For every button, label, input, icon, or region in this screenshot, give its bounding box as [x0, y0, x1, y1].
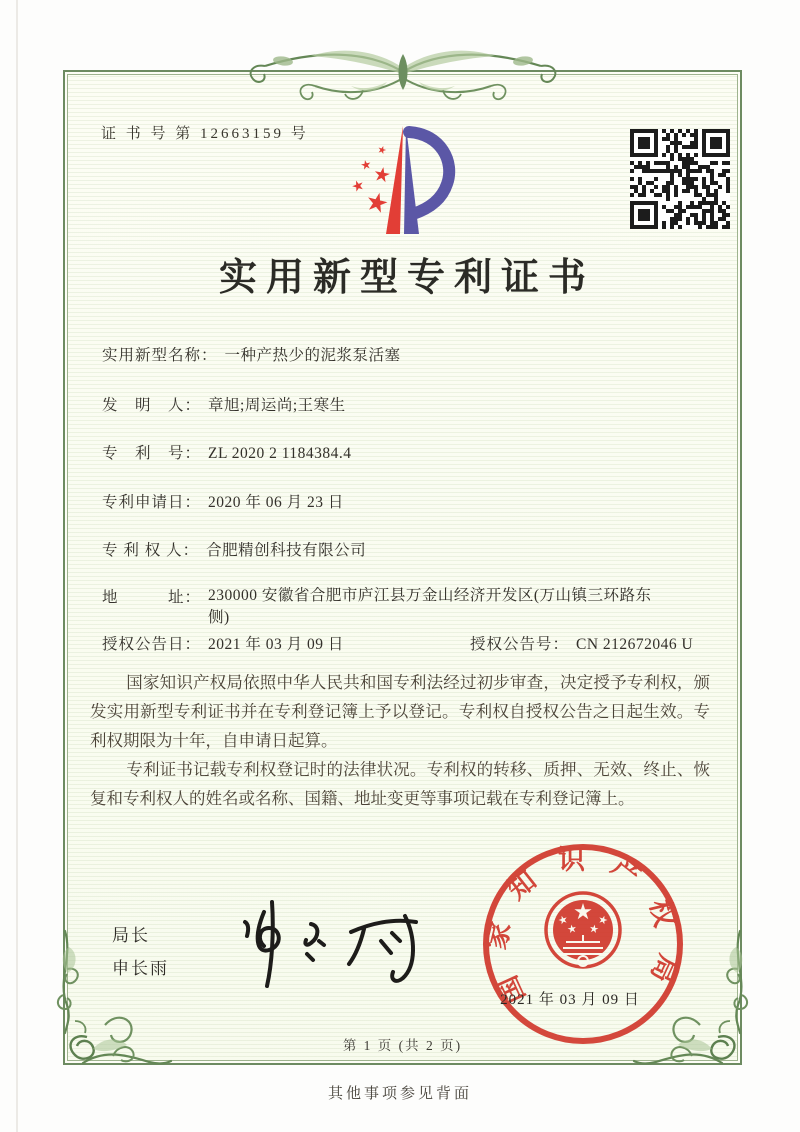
- top-border-flourish: [243, 24, 563, 120]
- scan-edge-artifact: [16, 0, 18, 1132]
- director-title: 局长: [112, 926, 150, 945]
- legal-text-block: [90, 668, 710, 813]
- field-row-filing-date: [102, 490, 344, 512]
- field-label: 授权公告号：: [470, 636, 570, 653]
- seal-agency-text: 国家知识产权局: [480, 845, 686, 1009]
- field-label: 地 址：: [102, 589, 202, 606]
- national-ip-office-seal-icon: [477, 838, 689, 1050]
- certificate-sheet: [63, 70, 742, 1065]
- back-note: 其他事项参见背面: [327, 1086, 472, 1102]
- field-label: 专利申请日：: [102, 494, 202, 511]
- field-value: 2021 年 03 月 09 日: [208, 636, 344, 653]
- field-label: 发 明 人：: [102, 397, 202, 414]
- field-value: 230000 安徽省合肥市庐江县万金山经济开发区(万山镇三环路东侧): [208, 587, 652, 626]
- field-value: 2020 年 06 月 23 日: [208, 494, 344, 511]
- national-emblem-icon: [546, 893, 620, 967]
- body-paragraph-1: 国家知识产权局依照中华人民共和国专利法经过初步审查，决定授予专利权，颁发实用新型专利证书并在专利登记簿上予以登记。专利权自授权公告之日起生效。专利权期限为十年，自申请日起算。: [90, 673, 710, 750]
- certificate-number: 证 书 号 第 12663159 号: [101, 126, 309, 142]
- field-label: 授权公告日：: [102, 636, 202, 653]
- field-value: 合肥精创科技有限公司: [206, 542, 367, 559]
- field-row-patentee: [102, 538, 366, 560]
- field-value: 一种产热少的泥浆泵活塞: [224, 347, 401, 364]
- field-value: 章旭;周运尚;王寒生: [208, 397, 346, 414]
- certificate-title: 实用新型专利证书: [218, 257, 595, 299]
- page-number: 第 1 页 (共 2 页): [342, 1038, 463, 1053]
- handwritten-signature-icon: [223, 884, 433, 994]
- field-label: 专 利 号：: [102, 445, 202, 462]
- bottom-left-corner-flourish: [53, 929, 173, 1079]
- seal-date: 2021 年 03 月 09 日: [500, 992, 640, 1008]
- body-paragraph-2: 专利证书记载专利权登记时的法律状况。专利权的转移、质押、无效、终止、恢复和专利权人的姓名或名称、国籍、地址变更等事项记载在专利登记簿上。: [90, 760, 710, 808]
- field-value: CN 212672046 U: [576, 636, 694, 653]
- qr-code: [630, 129, 730, 229]
- field-row-address: [102, 585, 666, 629]
- field-label: 实用新型名称：: [102, 347, 218, 364]
- field-row-patent-number: [102, 441, 352, 463]
- field-value: ZL 2020 2 1184384.4: [208, 445, 352, 462]
- field-row-grant-date: [102, 632, 344, 654]
- cnipa-patent-logo-icon: [343, 110, 483, 250]
- field-row-inventors: [102, 393, 346, 415]
- field-label: 专 利 权 人：: [102, 542, 200, 559]
- director-name: 申长雨: [112, 959, 169, 978]
- field-row-name: [102, 343, 401, 365]
- field-row-grant-number: [470, 632, 693, 654]
